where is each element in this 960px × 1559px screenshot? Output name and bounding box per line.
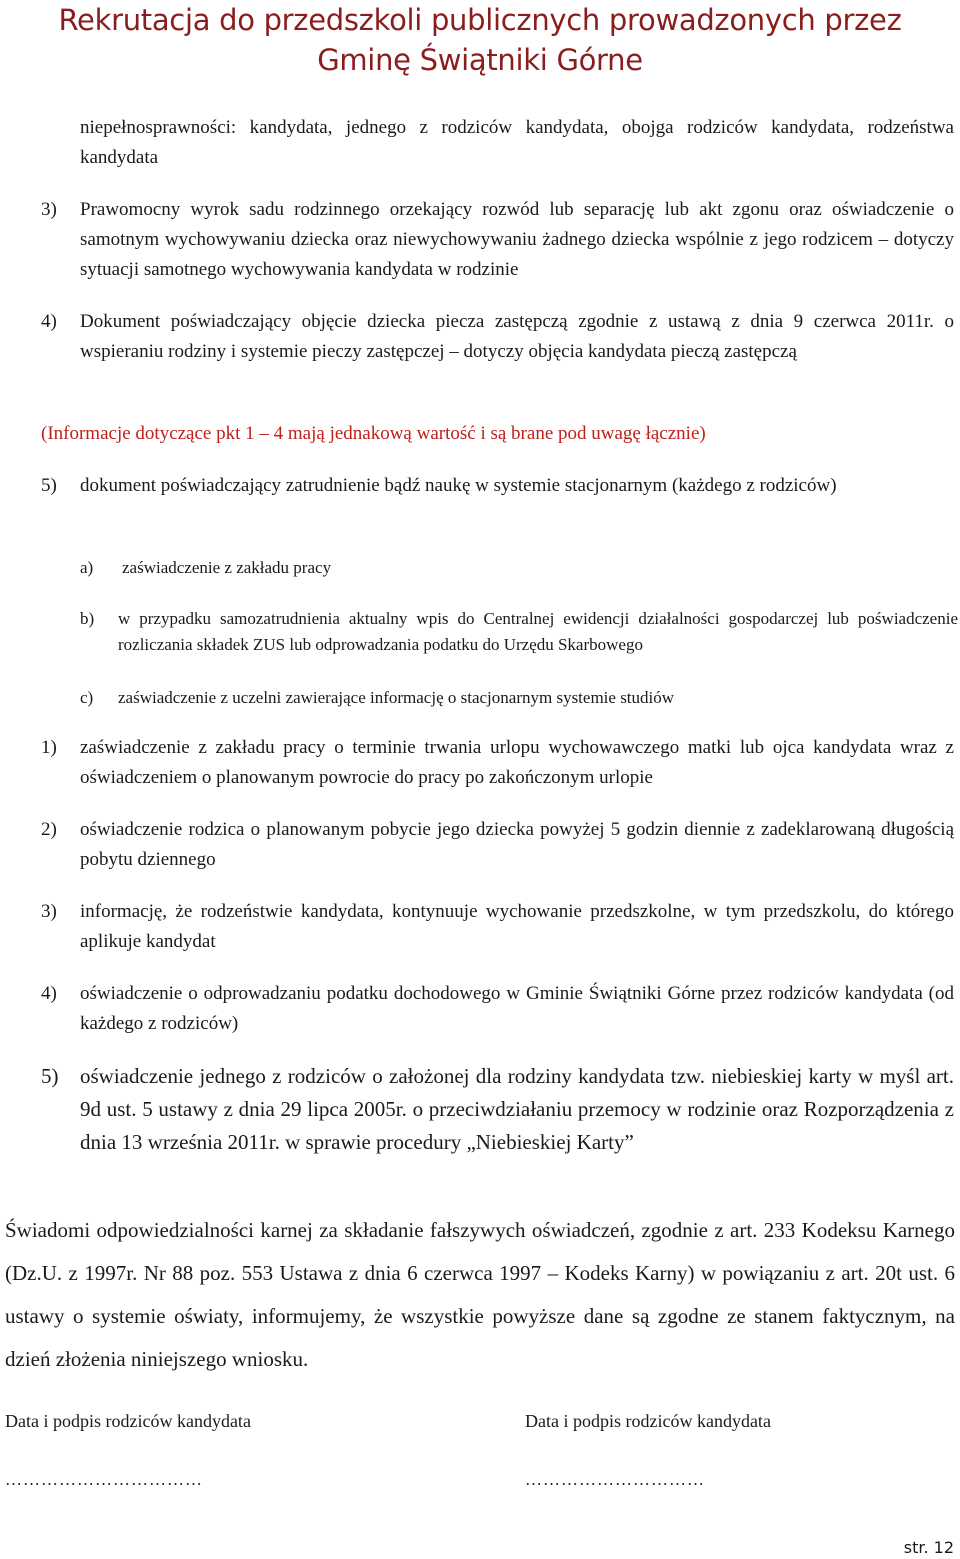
list-item-text: oświadczenie jednego z rodziców o założonej dla rodziny kandydata tzw. niebieskiej karty w myśl art. 9d ust. 5 ustawy z dnia 29 lipca 2005r. o przeciwdziałaniu przemocy w rodzinie oraz Rozporządzenia z dnia 13 września 2011r. w sprawie procedury „Niebieskiej Karty” xyxy=(80,1064,954,1154)
list-item-text: informację, że rodzeństwie kandydata, kontynuuje wychowanie przedszkolne, w tym przedszkolu, do którego aplikuje kandydat xyxy=(80,901,954,952)
list-item-text: dokument poświadczający zatrudnienie bądź naukę w systemie stacjonarnym (każdego z rodziców) xyxy=(80,475,837,496)
subitem-text: w przypadku samozatrudnienia aktualny wpis do Centralnej ewidencji działalności gospodarczej lub poświadczenie rozliczania składek ZUS lub odprowadzania podatku do Urzędu Skarbowego xyxy=(118,609,958,654)
signature-line-right: ………………………… xyxy=(525,1470,705,1489)
list-item-number: 5) xyxy=(41,1064,59,1088)
page-header xyxy=(0,0,960,80)
list-item-text: oświadczenie o odprowadzaniu podatku dochodowego w Gminie Świątniki Górne przez rodziców kandydata (od każdego z rodziców) xyxy=(80,983,954,1034)
subitem-letter: a) xyxy=(80,558,94,577)
signature-line-left: …………………………… xyxy=(5,1470,203,1489)
list-item-number: 5) xyxy=(41,475,57,496)
list-item-text: oświadczenie rodzica o planowanym pobycie jego dziecka powyżej 5 godzin diennie z zadeklarowaną długością pobytu dziennego xyxy=(80,819,954,870)
list-item-number: 2) xyxy=(41,819,57,840)
subitem-text: zaświadczenie z zakładu pracy xyxy=(122,558,332,577)
continuation-paragraph: niepełnosprawności: kandydata, jednego z rodziców kandydata, obojga rodziców kandydata, rodzeństwa kandydata xyxy=(80,117,954,168)
subitem-text: zaświadczenie z uczelni zawierające informację o stacjonarnym systemie studiów xyxy=(118,688,675,707)
list-item-number: 4) xyxy=(41,983,57,1004)
header-title-line1: Rekrutacja do przedszkoli publicznych prowadzonych przez xyxy=(58,3,902,37)
list-item-number: 3) xyxy=(41,199,57,220)
list-item-text: Dokument poświadczający objęcie dziecka piecza zastępczą zgodnie z ustawą z dnia 9 czerwca 2011r. o wspieraniu rodziny i systemie pieczy zastępczej – dotyczy objęcia kandydata pieczą zastępczą xyxy=(80,311,954,362)
list-item-text: zaświadczenie z zakładu pracy o terminie trwania urlopu wychowawczego matki lub ojca kandydata wraz z oświadczeniem o planowanym powrocie do pracy po zakończonym urlopie xyxy=(80,737,954,788)
info-note: (Informacje dotyczące pkt 1 – 4 mają jednakową wartość i są brane pod uwagę łącznie) xyxy=(41,423,706,444)
list-item-number: 4) xyxy=(41,311,57,332)
signature-label-left: Data i podpis rodziców kandydata xyxy=(5,1411,251,1431)
subitem-letter: c) xyxy=(80,688,94,707)
page-number: str. 12 xyxy=(903,1538,954,1557)
signature-label-right: Data i podpis rodziców kandydata xyxy=(525,1411,771,1431)
declaration-paragraph: Świadomi odpowiedzialności karnej za składanie fałszywych oświadczeń, zgodnie z art. 233 Kodeksu Karnego (Dz.U. z 1997r. Nr 88 poz. 553 Ustawa z dnia 6 czerwca 1997 – Kodeks Karny) w powiązaniu z art. 20t ust. 6 ustawy o systemie oświaty, informujemy, że wszystkie powyższe dane są zgodne ze stanem faktycznym, na dzień złożenia niniejszego wniosku. xyxy=(5,1218,955,1371)
list-item-text: Prawomocny wyrok sadu rodzinnego orzekający rozwód lub separację lub akt zgonu oraz oświadczenie o samotnym wychowywaniu dziecka oraz niewychowywaniu żadnego dziecka wspólnie z jego rodzicem – dotyczy sytuacji samotnego wychowywania kandydata w rodzinie xyxy=(80,199,954,280)
subitem-letter: b) xyxy=(80,609,95,628)
list-item-number: 1) xyxy=(41,737,57,758)
list-item-number: 3) xyxy=(41,901,57,922)
header-title-line2: Gminę Świątniki Górne xyxy=(317,43,643,77)
